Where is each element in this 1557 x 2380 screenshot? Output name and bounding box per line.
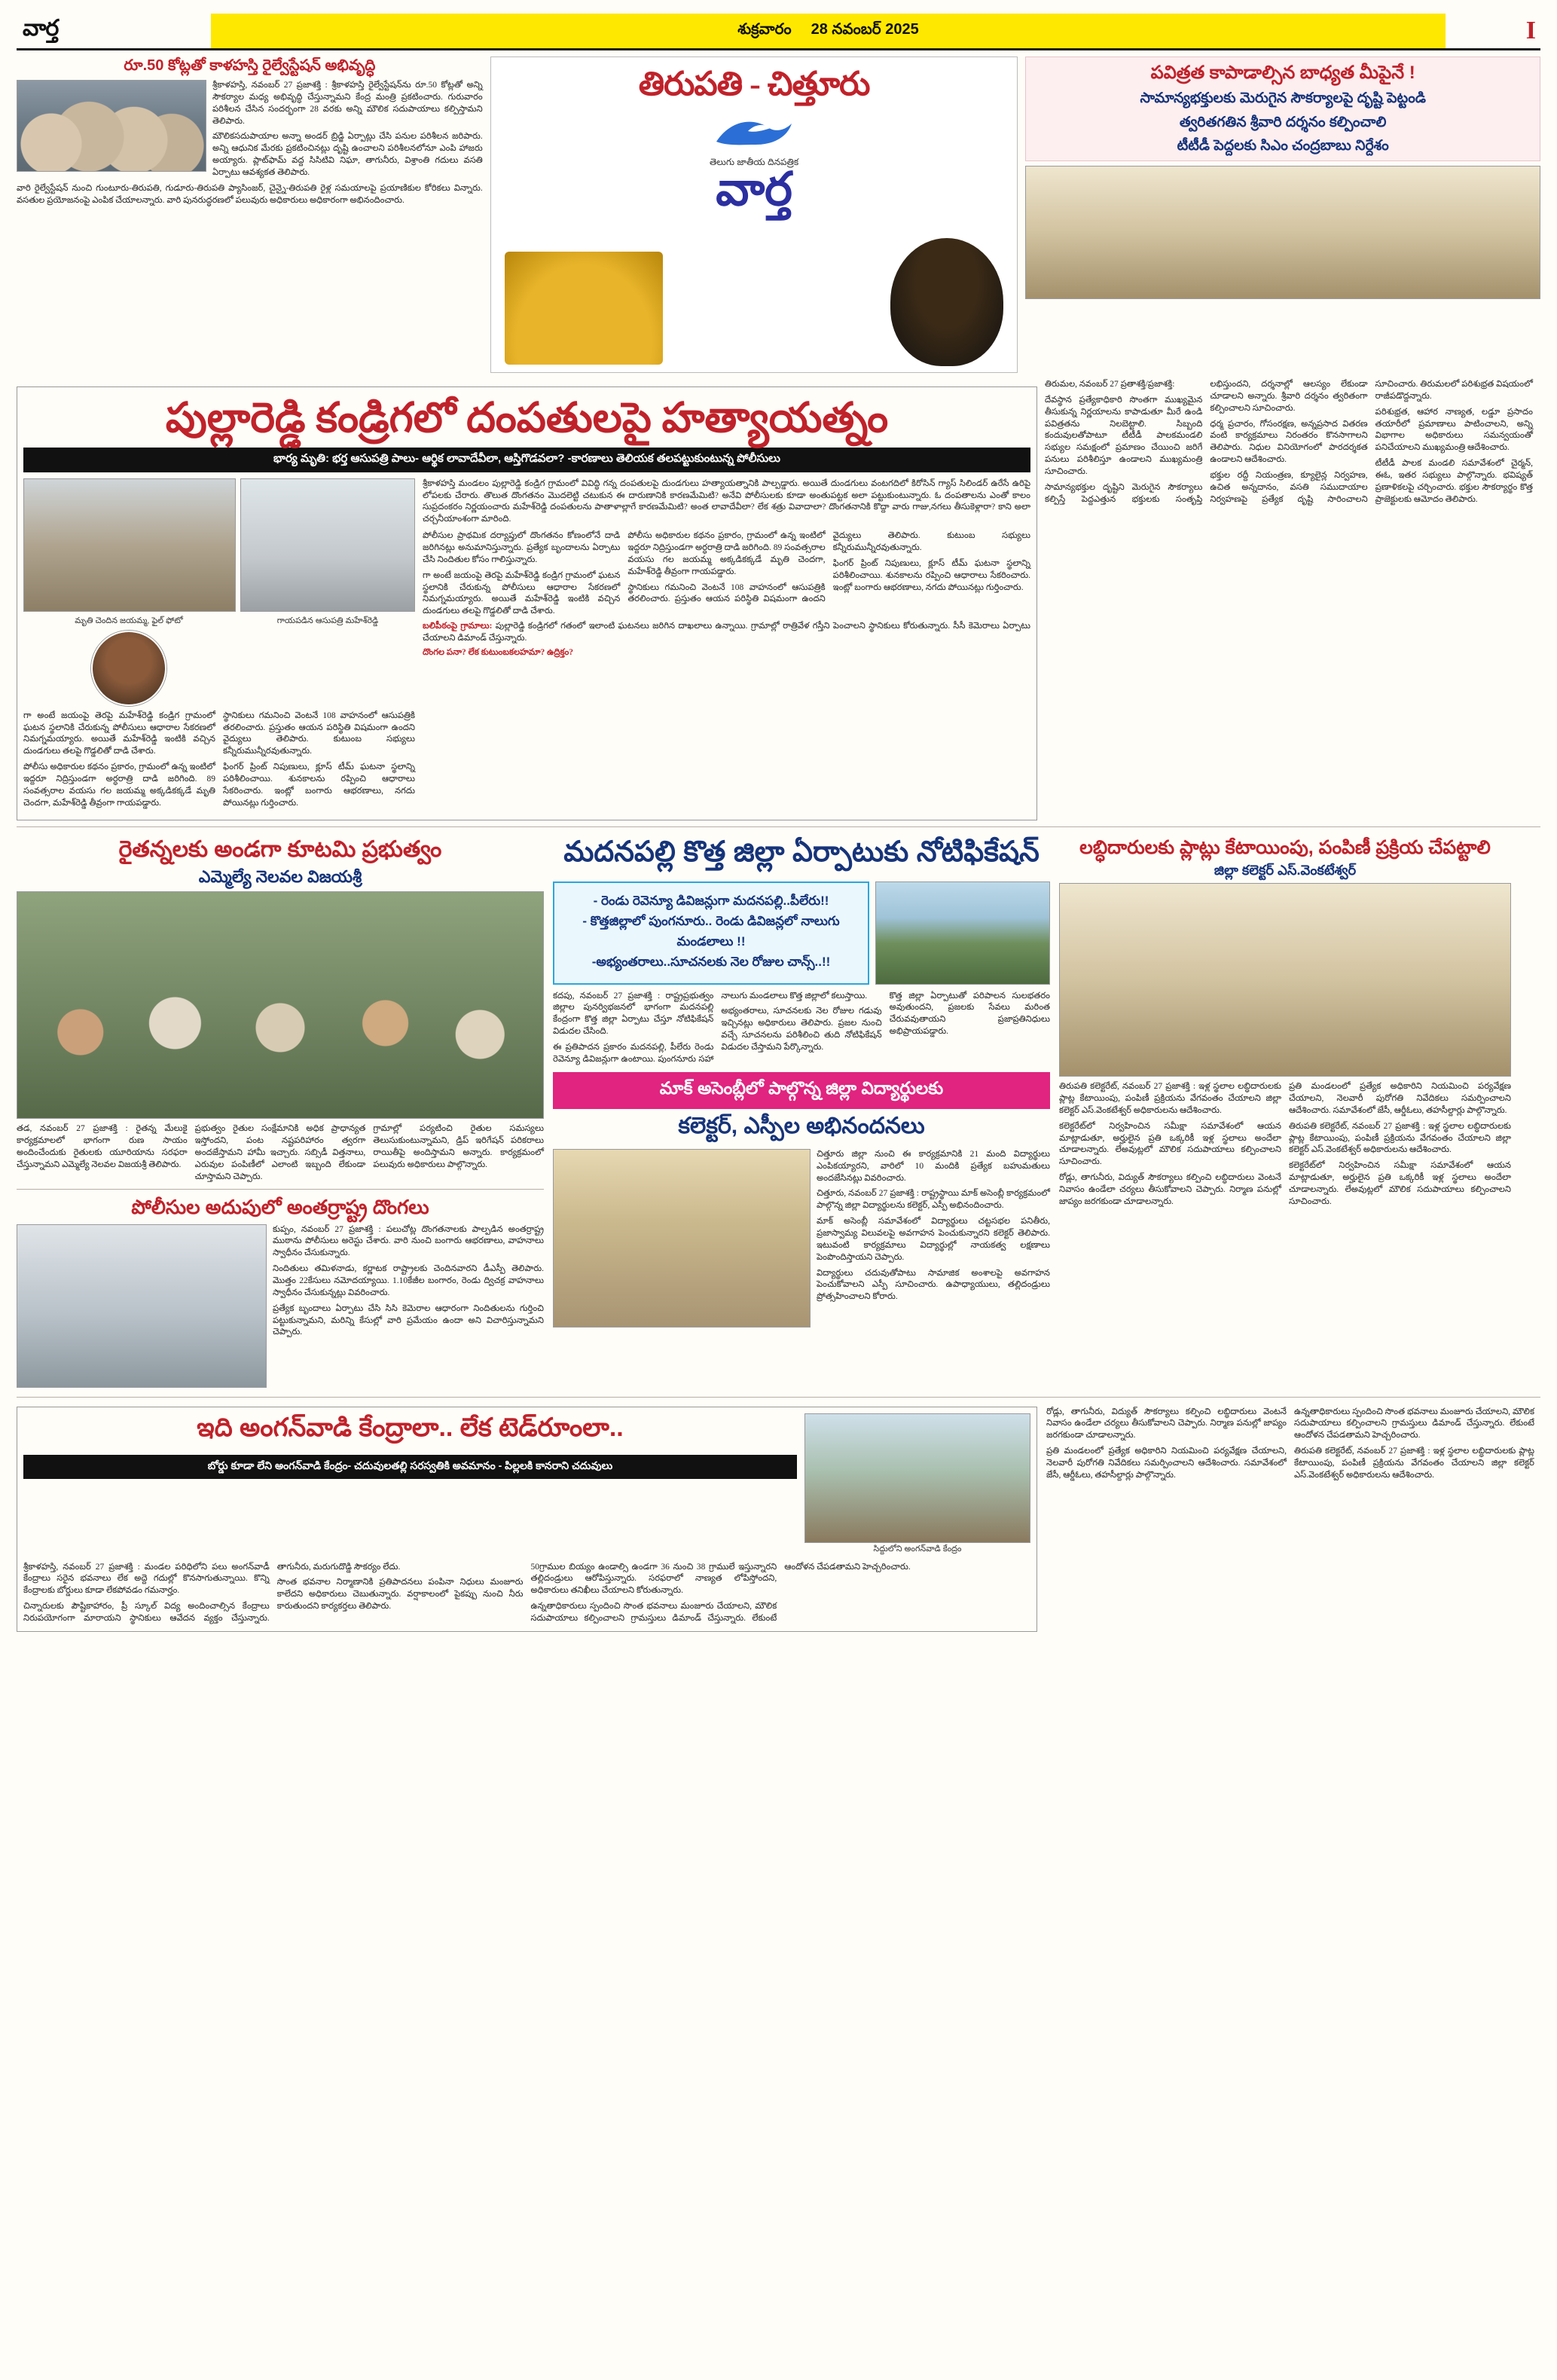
gold-temple-gopuram xyxy=(505,252,663,365)
mid-left-body: తడ, నవంబర్ 27 ప్రజాశక్తి : రైతన్న మేలుకై కార్యక్రమాలలో భాగంగా రుణ సాయం అందించేందుకు రైతులకు యూరియాను సరఫరా చేస్తున్నామని ఎమ్మెల్యే నెలవల విజయశ్రీ తెలిపారు. ప్రభుత్వం రైతుల సంక్షేమానికి అధిక ప్రాధాన్యత ఇస్తోందని, పంట నష్టపరిహారం త్వరగా అందజేస్తామని హామీ ఇచ్చారు. సబ్సిడీ విత్తనాలు, ఎరువుల పంపిణీలో ఎలాంటి ఇబ్బంది లేకుండా చూస్తామని చెప్పారు. గ్రామాల్లో పర్యటించి రైతుల సమస్యలు తెలుసుకుంటున్నామని, డ్రిప్ ఇరిగేషన్ పరికరాలు రాయితీపై అందిస్తామని అన్నారు. కార్యక్రమంలో పలువురు అధికారులు పాల్గొన్నారు. xyxy=(17,1124,544,1181)
photo2-caption: గాయపడిన ఆసుపత్రి మహేశ్‌రెడ్డి xyxy=(276,616,379,625)
bullet-1: - రెండు రెవెన్యూ డివిజన్లుగా మదనపల్లి..పీలేరు!! xyxy=(593,893,829,908)
bottom-body: శ్రీకాళహస్తి, నవంబర్ 27 ప్రజాశక్తి : మండల పరిధిలోని పలు అంగన్‌వాడీ కేంద్రాలు సరైన భవనాలు లేక అద్దె గదుల్లో కొనసాగుతున్నాయి. కొన్ని కేంద్రాలకు బోర్డులు కూడా లేకపోవడం గమనార్హం. చిన్నారులకు పౌష్టికాహారం, ప్రీ స్కూల్ విద్య అందించాల్సిన కేంద్రాలు నిరుపయోగంగా మారాయని స్థానికులు ఆవేదన వ్యక్తం చేస్తున్నారు. తాగునీరు, మరుగుదొడ్డి సౌకర్యం లేదు. సొంత భవనాల నిర్మాణానికి ప్రతిపాదనలు పంపినా నిధులు మంజూరు కాలేదని అధికారులు చెబుతున్నారు. వర్షాకాలంలో పైకప్పు నుంచి నీరు కారుతుందని కార్యకర్తలు తెలిపారు. 50గ్రాముల బియ్యం ఉండాల్సి ఉండగా 36 నుంచి 38 గ్రాములే ఇస్తున్నారని తల్లిదండ్రులు ఆరోపిస్తున్నారు. సరఫరాలో నాణ్యత లోపిస్తోందని, అధికారులు తనిఖీలు చేయాలని కోరుతున్నారు. ఉన్నతాధికారులు స్పందించి సొంత భవనాలు మంజూరు చేయాలని, మౌలిక సదుపాయాలు కల్పించాలని గ్రామస్తులు డిమాండ్ చేస్తున్నారు. లేకుంటే ఆందోళన చేపడతామని హెచ్చరించారు. xyxy=(23,1562,911,1624)
nameplate-title: వార్త xyxy=(716,164,792,215)
masthead xyxy=(17,14,1540,50)
bottom-subbar: బోర్డు కూడా లేని అంగన్‌వాడి కేంద్రం- చదువులతల్లి సరస్వతికి అవమానం - పిల్లలకి కానరాని చదువులు xyxy=(23,1455,797,1479)
bottom-headline: ఇది అంగన్‌వాడి కేంద్రాలా.. లేక టెడ్‌రూంలా.. xyxy=(197,1413,624,1442)
mid-right-subhead: జిల్లా కలెక్టర్ ఎస్.వెంకటేశ్వర్ xyxy=(1214,862,1357,878)
edition-tagline: తెలుగు జాతీయ దినపత్రిక xyxy=(709,157,799,167)
top-right-sub-1: సామాన్యభక్తులకు మెరుగైన సౌకర్యాలపై దృష్టి పెట్టండి xyxy=(1140,90,1426,106)
nameplate xyxy=(490,57,1018,373)
mid-center-body: కదపు, నవంబర్ 27 ప్రజాశక్తి : రాష్ట్రప్రభుత్వం జిల్లాల పునర్విభజనలో భాగంగా మదనపల్లి కేంద్రంగా కొత్త జిల్లా ఏర్పాటు చేస్తూ నోటిఫికేషన్ విడుదల చేసింది. ఈ ప్రతిపాదన ప్రకారం మదనపల్లి, పీలేరు రెండు రెవెన్యూ డివిజన్లుగా ఉంటాయి. పుంగనూరు సహా నాలుగు మండలాలు కొత్త జిల్లాలో కలుస్తాయి. అభ్యంతరాలు, సూచనలకు నెల రోజుల గడువు ఇచ్చినట్లు అధికారులు తెలిపారు. ప్రజల నుంచి వచ్చే సూచనలను పరిశీలించి తుది నోటిఫికేషన్ విడుదల చేస్తామని పేర్కొన్నారు. కొత్త జిల్లా ఏర్పాటుతో పరిపాలన సులభతరం అవుతుందని, ప్రజలకు సేవలు మరింత చేరువవుతాయని ప్రజాప్రతినిధులు అభిప్రాయపడ్డారు. xyxy=(553,991,1050,1064)
bottom-story xyxy=(17,1407,1037,1632)
edition-title: తిరుపతి - చిత్తూరు xyxy=(638,66,870,102)
masthead-date: 28 నవంబర్ 2025 xyxy=(811,20,919,38)
top-right-sub-3: టీటీడీ పెద్దలకు సిఎం చంద్రబాబు నిర్దేశం xyxy=(1177,138,1389,154)
deceased-woman-portrait xyxy=(91,631,166,706)
officials-group-photo xyxy=(17,80,206,172)
lead-left-body: గా అంటే జయంపై తెరపై మహేశ్‌రెడ్డి కండ్రిగ గ్రామంలో ఘటన స్థలానికి చేరుకున్న పోలీసులు ఆధారాల సేకరణలో నిమగ్నమయ్యారు. అయితే మహేశ్‌రెడ్డి ఇంటికి వచ్చిన దుండగులు తలపై గొడ్డలితో దాడి చేశారు. పోలీసు అధికారుల కథనం ప్రకారం, గ్రామంలో ఉన్న ఇంటిలో ఇద్దరూ నిద్రిస్తుండగా అర్ధరాత్రి దాడి జరిగింది. 89 సంవత్సరాల వయసు గల జయమ్మ అక్కడికక్కడే మృతి చెందగా, మహేశ్‌రెడ్డి తీవ్రంగా గాయపడ్డారు. స్థానికులు గమనించి వెంటనే 108 వాహనంలో ఆసుపత్రికి తరలించారు. ప్రస్తుతం ఆయన పరిస్థితి విషమంగా ఉందని వైద్యులు తెలిపారు. కుటుంబ సభ్యులు కన్నీరుమున్నీరవుతున్నారు. ఫింగర్ ప్రింట్ నిపుణులు, క్లూస్ టీమ్ ఘటనా స్థలాన్ని పరిశీలించాయి. శునకాలను రప్పించి ఆధారాలు సేకరించారు. ఇంట్లో బంగారు ఆభరణాలు, నగదు పోయినట్లు గుర్తించారు. xyxy=(23,710,415,808)
lead-note-body: పుల్లారెడ్డి కండ్రిగలో గతంలో ఇలాంటి ఘటనలు జరిగిన దాఖలాలు ఉన్నాయి. గ్రామాల్లో రాత్రివేళ గస్తీని పెంచాలని స్థానికులు కోరుతున్నారు. సీసీ కెమెరాలు ఏర్పాటు చేయాలని డిమాండ్ చేస్తున్నారు. xyxy=(423,622,1030,643)
page-number: I xyxy=(1525,17,1536,44)
lead-headline: పుల్లారెడ్డి కండ్రిగలో దంపతులపై హత్యాయత్నం xyxy=(165,395,889,441)
bullet-3: -అభ్యంతరాలు..సూచనలకు నెల రోజుల చాన్స్..!! xyxy=(591,955,831,970)
mid-center-headline: మదనపల్లి కొత్త జిల్లా ఏర్పాటుకు నోటిఫికేషన్ xyxy=(563,836,1040,868)
mid-center-body-2: చిత్తూరు జిల్లా నుంచి ఈ కార్యక్రమానికి 21 మంది విద్యార్థులు ఎంపికయ్యారని, వారిలో 10 మందికి ప్రత్యేక బహుమతులు అందజేసినట్లు వివరించారు. చిత్తూరు, నవంబర్ 27 ప్రజాశక్తి : రాష్ట్రస్థాయి మాక్ అసెంబ్లీ కార్యక్రమంలో పాల్గొన్న జిల్లా విద్యార్థులను కలెక్టర్, ఎస్పీ అభినందించారు. మాక్ అసెంబ్లీ సమావేశంలో విద్యార్థులు చట్టసభల పనితీరు, ప్రజాస్వామ్య విలువలపై అవగాహన పెంచుకున్నారని కలెక్టర్ తెలిపారు. ఇటువంటి కార్యక్రమాలు విద్యార్థుల్లో నాయకత్వ లక్షణాలు పెంపొందిస్తాయని చెప్పారు. విద్యార్థులు చదువుతోపాటు సామాజిక అంశాలపై అవగాహన పెంచుకోవాలని ఎస్పీ సూచించారు. ఉపాధ్యాయులు, తల్లిదండ్రులు ప్రోత్సహించాలని కోరారు. xyxy=(817,1149,1050,1302)
mid-right-body: తిరుపతి కలెక్టరేట్, నవంబర్ 27 ప్రజాశక్తి : ఇళ్ల స్థలాల లబ్ధిదారులకు ప్లాట్ల కేటాయింపు, పంపిణీ ప్రక్రియను వేగవంతం చేయాలని జిల్లా కలెక్టర్ ఎస్.వెంకటేశ్వర్ అధికారులను ఆదేశించారు. కలెక్టరేట్‌లో నిర్వహించిన సమీక్షా సమావేశంలో ఆయన మాట్లాడుతూ, అర్హులైన ప్రతి ఒక్కరికీ ఇళ్ల స్థలాలు అందేలా చూడాలన్నారు. లేఅవుట్లలో మౌలిక సదుపాయాలు కల్పించాలని సూచించారు. రోడ్లు, తాగునీరు, విద్యుత్ సౌకర్యాలు కల్పించి లబ్ధిదారులు వెంటనే నివాసం ఉండేలా చర్యలు తీసుకోవాలని చెప్పారు. నిర్మాణ పనుల్లో జాప్యం జరగకుండా చూడాలన్నారు. ప్రతి మండలంలో ప్రత్యేక అధికారిని నియమించి పర్యవేక్షణ చేయాలని, నెలవారీ పురోగతి నివేదికలు సమర్పించాలని ఆదేశించారు. సమావేశంలో జేసీ, ఆర్డీఓలు, తహసీల్దార్లు పాల్గొన్నారు. తిరుపతి కలెక్టరేట్, నవంబర్ 27 ప్రజాశక్తి : ఇళ్ల స్థలాల లబ్ధిదారులకు ప్లాట్ల కేటాయింపు, పంపిణీ ప్రక్రియను వేగవంతం చేయాలని జిల్లా కలెక్టర్ ఎస్.వెంకటేశ్వర్ అధికారులను ఆదేశించారు. కలెక్టరేట్‌లో నిర్వహించిన సమీక్షా సమావేశంలో ఆయన మాట్లాడుతూ, అర్హులైన ప్రతి ఒక్కరికీ ఇళ్ల స్థలాలు అందేలా చూడాలన్నారు. లేఅవుట్లలో మౌలిక సదుపాయాలు కల్పించాలని సూచించారు. xyxy=(1059,1082,1511,1206)
mid-right-headline: లబ్ధిదారులకు ప్లాట్లు కేటాయింపు, పంపిణీ ప్రక్రియ చేపట్టాలి xyxy=(1079,836,1491,858)
mid-left-subhead: ఎమ్మెల్యే నెలవల విజయశ్రీ xyxy=(198,866,362,886)
anganwadi-building-photo xyxy=(804,1413,1030,1543)
bottom-right-body: రోడ్లు, తాగునీరు, విద్యుత్ సౌకర్యాలు కల్పించి లబ్ధిదారులు వెంటనే నివాసం ఉండేలా చర్యలు తీసుకోవాలని చెప్పారు. నిర్మాణ పనుల్లో జాప్యం జరగకుండా చూడాలన్నారు. ప్రతి మండలంలో ప్రత్యేక అధికారిని నియమించి పర్యవేక్షణ చేయాలని, నెలవారీ పురోగతి నివేదికలు సమర్పించాలని ఆదేశించారు. సమావేశంలో జేసీ, ఆర్డీఓలు, తహసీల్దార్లు పాల్గొన్నారు. ఉన్నతాధికారులు స్పందించి సొంత భవనాలు మంజూరు చేయాలని, మౌలిక సదుపాయాలు కల్పించాలని గ్రామస్తులు డిమాండ్ చేస్తున్నారు. లేకుంటే ఆందోళన చేపడతామని హెచ్చరించారు. తిరుపతి కలెక్టరేట్, నవంబర్ 27 ప్రజాశక్తి : ఇళ్ల స్థలాల లబ్ధిదారులకు ప్లాట్ల కేటాయింపు, పంపిణీ ప్రక్రియను వేగవంతం చేయాలని జిల్లా కలెక్టర్ ఎస్.వెంకటేశ్వర్ అధికారులను ఆదేశించారు. xyxy=(1046,1407,1534,1480)
top-left-body: శ్రీకాళహస్తి, నవంబర్ 27 ప్రజాశక్తి : శ్రీకాళహస్తి రైల్వేస్టేషన్‌ను రూ.50 కోట్లతో అన్ని సౌకర్యాల మధ్య అభివృద్ధి చేస్తున్నామని కేంద్ర మంత్రి ప్రకటించారు. గురువారం పరిశీలన చేసిన సందర్భంగా 28 వరకు అన్ని మౌలిక సదుపాయాలు కల్పిస్తామని తెలిపారు. మౌలికసదుపాయాల అన్నా అండర్ బ్రిడ్జి ఏర్పాట్లు చేసి పనుల పరిశీలన జరిపారు. అన్ని ఆధునిక మేరకు ప్రకటించినట్లు దృష్టి ఉంచాలని పరిశీలనలోనూ ఎంపి హాజరు అయ్యారు. ప్లాట్‌ఫామ్ వద్ద సిసిటివి నిఘా, తాగునీరు, విశ్రాంతి గదులు వసతి ఏర్పాటు ఆవశ్యకత తెలిపారు. వారి రైల్వేస్టేషన్ నుంచి గుంటూరు-తిరుపతి, గుడూరు-తిరుపతి ప్యాసింజర్, చైన్నై-తిరుపతి రైళ్ల సమయాలపై ప్రయాణికుల కోరికలు విన్నారు. వసతుల ప్రయోజనంపై ఎంపిక చేయాలన్నారు. వారి పునరుద్ధరణలో పలువురు అధికారులు అధికారంగా అభినందించారు. xyxy=(17,81,483,205)
mid-center-bullets xyxy=(553,881,869,985)
mid-left-story xyxy=(17,836,544,1391)
police-van-seized-goods xyxy=(17,1224,267,1388)
madanapalle-town-aerial-photo xyxy=(875,881,1050,985)
lead-right-column xyxy=(423,478,1030,814)
lead-note-question: దొంగల పనా? లేక కుటుంబకలహమా? ఉద్రిక్తం? xyxy=(423,647,574,657)
masthead-day: శుక్రవారం xyxy=(737,20,792,38)
collector-review-meeting-photo xyxy=(1059,883,1511,1077)
top-right-sub-2: త్వరితగతిన శ్రీవారి దర్శనం కల్పించాలి xyxy=(1179,114,1387,130)
masthead-logo: వార్త xyxy=(23,15,59,41)
top-left-story xyxy=(17,57,483,373)
mid-section xyxy=(17,836,1540,1391)
deity-idol xyxy=(890,238,1003,366)
mid-left-body-2: కుప్పం, నవంబర్ 27 ప్రజాశక్తి : పలుచోట్ల దొంగతనాలకు పాల్పడిన అంతర్రాష్ట్ర ముఠాను పోలీసులు అరెస్టు చేశారు. వారి నుంచి బంగారు ఆభరణాలు, వాహనాలు స్వాధీనం చేసుకున్నారు. నిందితులు తమిళనాడు, కర్ణాటక రాష్ట్రాలకు చెందినవారని డీఎస్పీ తెలిపారు. మొత్తం 22కేసులు నమోదయ్యాయి. 1.10కేజీల బంగారం, రెండు ద్విచక్ర వాహనాలు స్వాధీనం చేసుకున్నట్లు వివరించారు. ప్రత్యేక బృందాలు ఏర్పాటు చేసి సిసి కెమెరాల ఆధారంగా నిందితులను గుర్తించి పట్టుకున్నామని, మరిన్ని కేసుల్లో వారి ప్రమేయం ఉందా అని విచారిస్తున్నామని చెప్పారు. xyxy=(273,1224,544,1337)
top-right-body: తిరుమల, నవంబర్ 27 ప్రతాశక్తి/ప్రజాశక్తి: దేవస్థాన ప్రత్యేకాధికారి సొంతగా ముఖ్యమైన తీసుకున్న నిర్ణయాలను కాపాడుతూ మీరే ఉండి పవిత్రతను నిలబెట్టాలి. సిబ్బంది కందువులతోపాటూ టీటీడీ పాలకమండలి సభ్యుల సమక్షంలో ప్రమాణం చేయించి జరిగే పనులు పరిశీలిస్తూ ఉండాలని ముఖ్యమంత్రి సూచించారు. సామాన్యభక్తుల దృష్టిని మెరుగైన సౌకర్యాలు కల్పిస్తే పెద్దఎత్తున భక్తులకు సంతృప్తి లభిస్తుందని, దర్శనాల్లో ఆలస్యం లేకుండా చూడాలని అన్నారు. శ్రీవారి దర్శనం త్వరితంగా కల్పించాలని సూచించారు. ధర్మ ప్రచారం, గోసంరక్షణ, అన్నప్రసాద వితరణ వంటి కార్యక్రమాలు నిరంతరం కొనసాగాలని తెలిపారు. నిధుల వినియోగంలో పారదర్శకత ఉండాలని ఆదేశించారు. భక్తుల రద్దీ నియంత్రణ, క్యూలైన్ల నిర్వహణ, ఉచిత అన్నదానం, వసతి సముదాయాల నిర్వహణపై ప్రత్యేక దృష్టి సారించాలని సూచించారు. తిరుమలలో పరిశుభ్రత విషయంలో రాజీపడొద్దన్నారు. పరిశుభ్రత, ఆహార నాణ్యత, లడ్డూ ప్రసాదం తయారీలో ప్రమాణాలు పాటించాలని, అన్ని విభాగాల అధికారులు సమన్వయంతో పనిచేయాలని ముఖ్యమంత్రి ఆదేశించారు. టీటీడీ పాలక మండలి సమావేశంలో చైర్మన్, ఈఓ, ఇతర సభ్యులు పాల్గొన్నారు. భవిష్యత్ ప్రణాళికలపై చర్చించారు. భక్తుల సౌకర్యార్థం కొత్త ప్రాజెక్టులకు ఆమోదం తెలిపారు. xyxy=(1045,380,1533,504)
top-right-body-column xyxy=(1045,379,1533,820)
top-left-headline: రూ.50 కోట్లతో కాళహస్తి రైల్వేస్టేషన్ అభివృద్ధి xyxy=(124,57,376,74)
students-felicitation-collector-photo xyxy=(553,1149,811,1327)
mid-left-headline-2: పోలీసుల అదుపులో అంతర్రాష్ట్ర దొంగలు xyxy=(131,1196,429,1219)
masthead-logo-area xyxy=(17,14,211,48)
mid-center-band-sub: కలెక్టర్, ఎస్పీల అభినందనలు xyxy=(678,1113,925,1138)
photo1-caption: మృతి చెందిన జయమ్మ, ఫైల్ ఫోటో xyxy=(75,616,183,625)
bullet-2: - కొత్తజిల్లాలో పుంగనూరు.. రెండు డివిజన్లలో నాలుగు మండలాలు !! xyxy=(582,913,840,949)
lead-subbar: భార్య మృతి: భర్త ఆసుపత్రి పాలు- ఆర్థిక లావాదేవీలా, ఆస్తిగొడవలా? -కారణాలు తెలియక తలపట్టుకుంటున్న పోలీసులు xyxy=(23,448,1030,472)
mid-center-story xyxy=(553,836,1050,1391)
top-right-headline: పవిత్రత కాపాడాల్సిన బాధ్యత మీపైనే ! xyxy=(1150,63,1415,83)
lead-main-body: పోలీసుల ప్రాథమిక దర్యాప్తులో దొంగతనం కోణంలోనే దాడి జరిగినట్లు అనుమానిస్తున్నారు. ప్రత్యేక బృందాలను ఏర్పాటు చేసి నిందితుల కోసం గాలిస్తున్నారు. గా అంటే జయంపై తెరపై మహేశ్‌రెడ్డి కండ్రిగ గ్రామంలో ఘటన స్థలానికి చేరుకున్న పోలీసులు ఆధారాల సేకరణలో నిమగ్నమయ్యారు. అయితే మహేశ్‌రెడ్డి ఇంటికి వచ్చిన దుండగులు తలపై గొడ్డలితో దాడి చేశారు. పోలీసు అధికారుల కథనం ప్రకారం, గ్రామంలో ఉన్న ఇంటిలో ఇద్దరూ నిద్రిస్తుండగా అర్ధరాత్రి దాడి జరిగింది. 89 సంవత్సరాల వయసు గల జయమ్మ అక్కడికక్కడే మృతి చెందగా, మహేశ్‌రెడ్డి తీవ్రంగా గాయపడ్డారు. స్థానికులు గమనించి వెంటనే 108 వాహనంలో ఆసుపత్రికి తరలించారు. ప్రస్తుతం ఆయన పరిస్థితి విషమంగా ఉందని వైద్యులు తెలిపారు. కుటుంబ సభ్యులు కన్నీరుమున్నీరవుతున్నారు. ఫింగర్ ప్రింట్ నిపుణులు, క్లూస్ టీమ్ ఘటనా స్థలాన్ని పరిశీలించాయి. శునకాలను రప్పించి ఆధారాలు సేకరించారు. ఇంట్లో బంగారు ఆభరణాలు, నగదు పోయినట్లు గుర్తించారు. xyxy=(423,531,1030,616)
masthead-date-bar xyxy=(211,14,1446,48)
ttd-board-meeting-photo xyxy=(1025,166,1540,299)
anganwadi-photo-caption: సిద్దులోని అంగన్‌వాడి కేంద్రం xyxy=(873,1544,962,1554)
lead-intro: శ్రీకాళహస్తి మండలం పుల్లారెడ్డి కండ్రిగ గ్రామంలో వివిద్ధి గన్న దంపతులపై దుండగులు హత్యాయత్నానికి పాల్పడ్డారు. అయితే దుండగులు వంటగదిలో కిరోసిన్ గ్యాస్ సిలిండర్ ఉరేసే ఉరిపై లోపలకు చేరారు. తొలుత దొంగతనం మొదలెట్టి చటుకున ఈ దారుణానికి కారణమేమిటి? అనేవి పోలీసులకు కూడా అంతుపట్టక అలా పట్టుకుంటున్నారు. ఓ దంపతాలను ఎంతో కాలం సుప్రదంకరం నిర్ణయంచారు మహేశ్‌రెడ్డి దంపతులను పాతాళాల్లాగే కారణమేమిటి? అంత లావాదేవీలా? లేక శత్రు వివాదాలా? దొంగతనానికి కొద్దా వారు గాజు,నగలు తీసుకెళ్లారా? కాని అలా చర్చనీయాంశంగా మారింది. xyxy=(423,478,1030,524)
bottom-section xyxy=(17,1407,1540,1632)
bottom-right-column xyxy=(1046,1407,1534,1632)
mid-left-headline: రైతన్నలకు అండగా కూటమి ప్రభుత్వం xyxy=(118,836,442,862)
farmers-felicitation-photo xyxy=(17,891,544,1119)
injured-man-hospital-photo xyxy=(240,478,415,612)
crime-scene-body-photo xyxy=(23,478,236,612)
lead-story xyxy=(17,386,1037,820)
lead-left-column xyxy=(23,478,415,814)
lead-note-head: బలిపీఠంపై గ్రామాలు: xyxy=(423,622,493,631)
top-band xyxy=(17,57,1540,373)
masthead-page-area xyxy=(1446,14,1540,48)
top-right-story xyxy=(1025,57,1540,373)
dove-icon xyxy=(709,112,799,157)
mid-right-story xyxy=(1059,836,1511,1391)
mid-center-band: మాక్ అసెంబ్లీలో పాల్గొన్న జిల్లా విద్యార్థులకు xyxy=(553,1072,1050,1109)
